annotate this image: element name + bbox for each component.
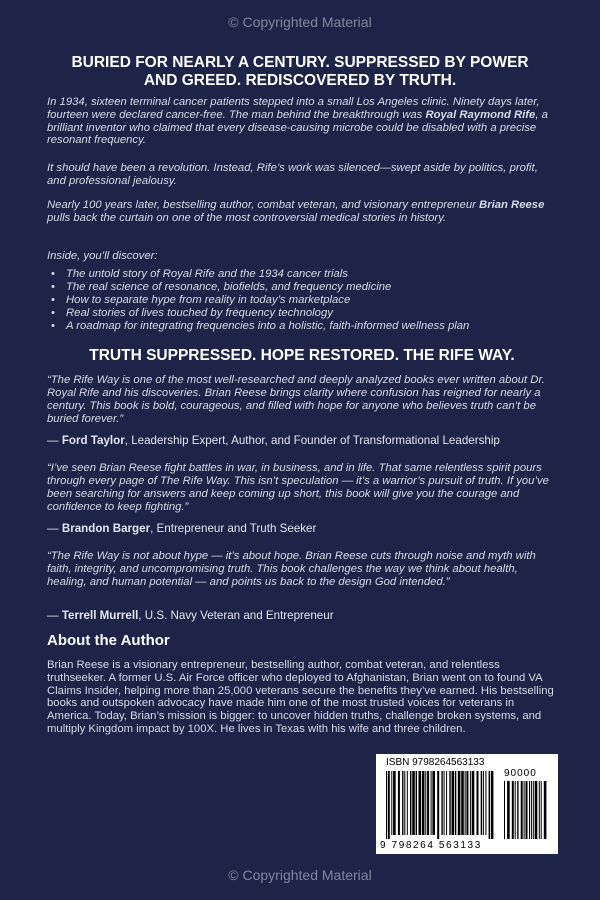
barcode-bar <box>458 771 461 835</box>
testimonial-attribution-3 <box>47 609 567 622</box>
barcode-addon-bar <box>517 781 518 839</box>
barcode-addon-bar <box>541 781 542 839</box>
intro-p1-text-b: , a brilliant inventor who claimed that every disease-causing microbe could be disabled with a precise resonant frequency. <box>47 108 548 147</box>
barcode-digits: 9 798264 563133 <box>380 840 482 851</box>
barcode-bar <box>485 771 486 835</box>
testimonial-quote-1: “The Rife Way is one of the most well-researched and deeply analyzed books ever written about Dr. Royal Rife and his discoveries. Brian Reese brings clarity where confusion has reigned for nearly a century. This book is bold, courageous, and filled with hope for anyone who believes truth can’t be buried forever.” <box>47 374 545 425</box>
price-code: 90000 <box>504 768 537 779</box>
barcode-bar <box>441 771 442 835</box>
list-item: • The real science of resonance, biofields, and frequency medicine <box>66 281 576 294</box>
barcode-addon-bar <box>507 781 510 839</box>
barcode-bar <box>432 771 435 835</box>
barcode-bar <box>461 771 464 835</box>
barcode-bar <box>472 771 475 835</box>
attrib-name: Terrell Murrell <box>61 609 139 622</box>
subheadline: TRUTH SUPPRESSED. HOPE RESTORED. THE RIFE WAY. <box>89 347 515 364</box>
barcode-bar <box>422 771 425 835</box>
barcode-bar <box>466 771 468 835</box>
barcode-addon-bar <box>504 781 505 839</box>
barcode-addon-bar <box>539 781 540 839</box>
barcode-addon-bar <box>515 781 516 839</box>
attrib-dash: — <box>47 434 62 447</box>
barcode-bar <box>449 771 450 835</box>
barcode-bar <box>470 771 471 835</box>
attrib-role: , Leadership Expert, Author, and Founder of Transformational Leadership <box>124 434 500 447</box>
intro-p1-text-a: In 1934, sixteen terminal cancer patients stepped into a small Los Angeles clinic. Ninety days later, fourteen were declared cancer-free. The man behind the breakthrough was <box>47 96 540 121</box>
list-item: • Real stories of lives touched by frequency technology <box>66 307 576 320</box>
barcode-bar <box>444 771 445 835</box>
barcode-bar <box>425 771 426 835</box>
testimonial-attribution-2 <box>47 522 567 535</box>
barcode-bar <box>465 771 466 835</box>
barcode-bar <box>398 771 400 835</box>
testimonial-attribution-1 <box>47 434 567 447</box>
barcode-addon-bar <box>526 781 528 839</box>
barcode-bar <box>412 771 415 835</box>
barcode-bar <box>481 771 482 835</box>
barcode-bar <box>455 771 456 835</box>
inside-lead: Inside, you’ll discover: <box>47 250 158 262</box>
attrib-name: Brandon Barger <box>61 522 151 535</box>
barcode-bar <box>452 771 455 835</box>
attrib-dash: — <box>47 609 62 622</box>
barcode-addon-bar <box>531 781 532 839</box>
attrib-role: , Entrepreneur and Truth Seeker <box>150 522 317 535</box>
intro-p3-name: Brian Reese <box>479 199 545 211</box>
barcode-addon-bar <box>544 781 547 839</box>
isbn-label: ISBN 9798264563133 <box>386 757 485 768</box>
barcode-bar <box>419 771 422 835</box>
barcode-bar <box>393 771 396 835</box>
about-author-text: Brian Reese is a visionary entrepreneur, bestselling author, combat veteran, and relentless truthseeker. A former U.S. Air Force officer who deployed to Afghanistan, Brian went on to found VA Claims Insider, helping more than 25,000 veterans secure the benefits they’ve earned. His bestselling books and outspoken advocacy have made him one of the most trusted voices for veterans in America. Today, Brian’s mission is bigger: to uncover hidden truths, challenge broken systems, and multiply Kingdom impact by 100X. He lives in Texas with his wife and three children. <box>47 659 554 735</box>
testimonial-quote-2: “I’ve seen Brian Reese fight battles in war, in business, and in life. That same relentless spirit pours through every page of The Rife Way. This isn’t speculation — it’s a warrior’s pursuit of truth. If you’ve been searching for answers and keep coming up short, this book will give you the courage and confidence to keep fighting.” <box>47 462 549 513</box>
attrib-name: Ford Taylor <box>61 434 125 447</box>
barcode-bar <box>427 771 429 835</box>
barcode-bar <box>388 771 390 839</box>
copyright-watermark-bottom: © Copyrighted Material <box>228 867 372 883</box>
list-item: • The untold story of Royal Rife and the 1934 cancer trials <box>66 268 576 281</box>
barcode-addon-bar <box>535 781 538 839</box>
barcode-addon-bar <box>521 781 523 839</box>
barcode-bar <box>402 771 403 835</box>
barcode-bar <box>446 771 447 835</box>
barcode-bar <box>416 771 417 835</box>
list-item: • A roadmap for integrating frequencies into a holistic, faith-informed wellness plan <box>66 320 576 333</box>
intro-paragraph-2: It should have been a revolution. Instead, Rife’s work was silenced—swept aside by politics, profit, and professional jealousy. <box>47 162 538 187</box>
about-author-heading: About the Author <box>47 632 170 649</box>
barcode-bar <box>483 771 484 835</box>
attrib-dash: — <box>47 522 62 535</box>
intro-p1-name: Royal Raymond Rife <box>425 108 536 121</box>
barcode-addon-bar <box>524 781 525 839</box>
barcode-bar <box>437 771 439 839</box>
barcode-bar <box>407 771 408 835</box>
barcode-bar <box>489 771 490 839</box>
intro-paragraph-3 <box>47 199 557 225</box>
copyright-watermark-top: © Copyrighted Material <box>228 14 372 30</box>
barcode-bar <box>391 771 392 835</box>
list-item: • How to separate hype from reality in today’s marketplace <box>66 294 576 307</box>
attrib-role: , U.S. Navy Veteran and Entrepreneur <box>138 609 334 622</box>
barcode-bar <box>386 771 387 839</box>
discover-list <box>47 268 576 333</box>
intro-p3-text-a: Nearly 100 years later, bestselling author, combat veteran, and visionary entrepreneur <box>47 199 480 211</box>
barcode-bar <box>404 771 405 835</box>
intro-p3-text-b: pulls back the curtain on one of the most controversial medical stories in history. <box>47 211 447 224</box>
barcode-bar <box>477 771 479 835</box>
isbn-barcode-box <box>376 754 558 854</box>
barcode-addon-bar <box>529 781 530 839</box>
intro-paragraph-1 <box>47 96 557 147</box>
barcode-bar <box>491 771 494 839</box>
barcode-bar <box>431 771 432 835</box>
barcode-bar <box>410 771 411 835</box>
headline: BURIED FOR NEARLY A CENTURY. SUPPRESSED BY POWER AND GREED. REDISCOVERED BY TRUTH. <box>71 54 529 89</box>
barcode-icon <box>380 769 554 841</box>
testimonial-quote-3: “The Rife Way is not about hype — it’s about hope. Brian Reese cuts through noise and myth with faith, integrity, and uncompromising truth. This book challenges the way we think about health, healing, and human potential — and points us back to the design God intended.” <box>47 550 536 588</box>
barcode-addon-bar <box>512 781 514 839</box>
barcode-addon-bar <box>533 781 534 839</box>
